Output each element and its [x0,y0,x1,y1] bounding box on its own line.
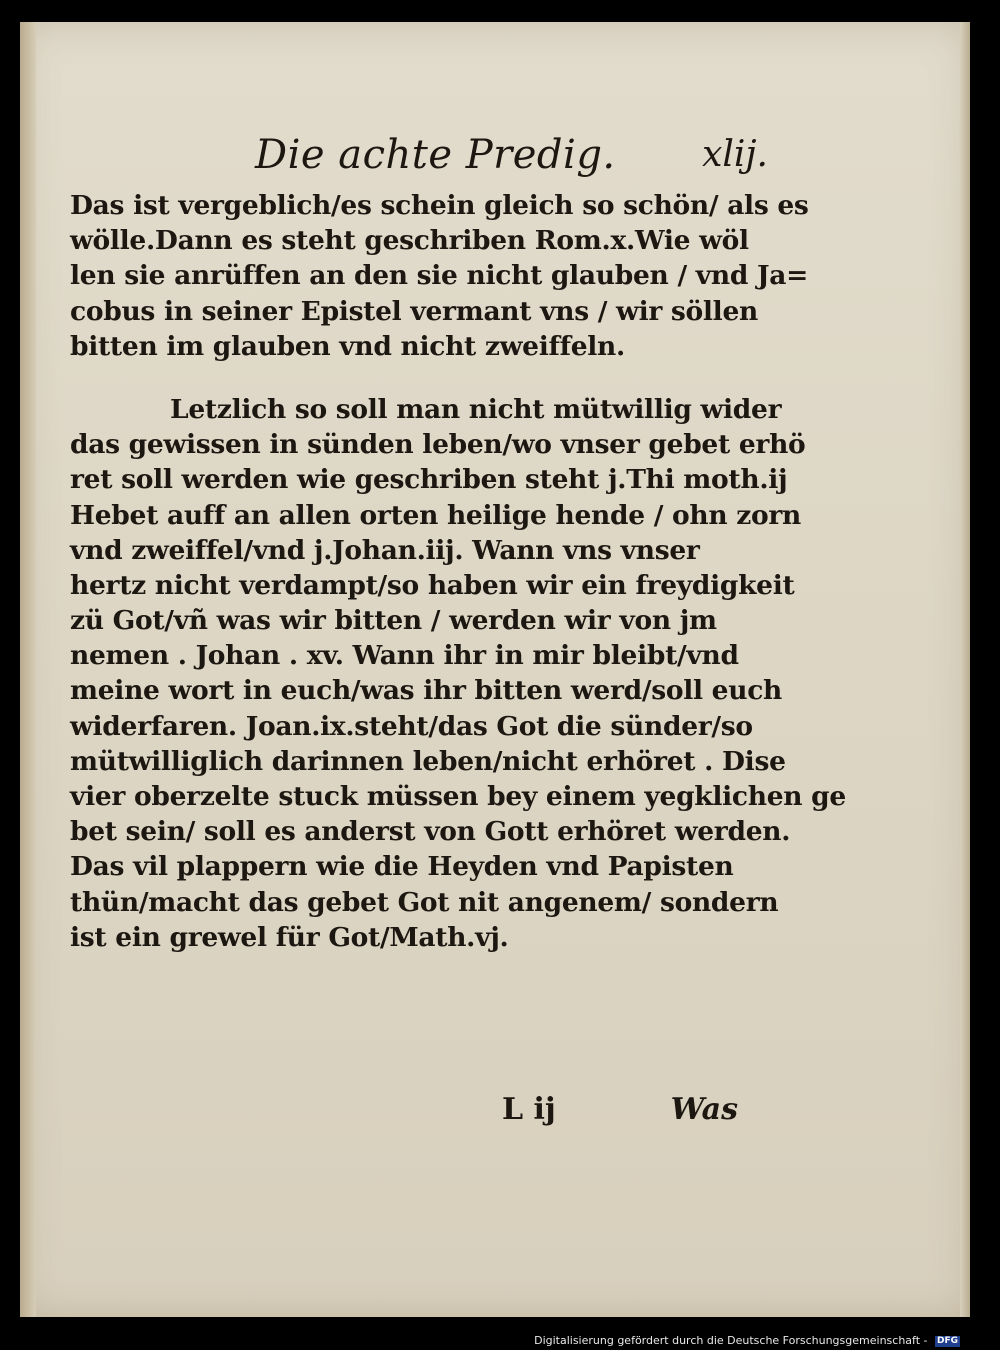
credit-text: Digitalisierung gefördert durch die Deutsche Forschungsgemeinschaft - [534,1334,928,1347]
text-line: thün/macht das gebet Got nit angenem/ sondern [70,886,779,918]
text-line: vnd zweiffel/vnd j.Johan.iij. Wann vns vnser [70,534,700,566]
text-line: Das vil plappern wie die Heyden vnd Papisten [70,851,734,883]
text-line: bet sein/ soll es anderst von Gott erhöret werden. [70,816,791,848]
running-head [70,118,768,188]
digitization-credit [534,1334,960,1347]
text-line: bitten im glauben vnd nicht zweiffeln. [70,330,625,362]
text-line: mütwilliglich darinnen leben/nicht erhöret . Dise [70,745,786,777]
signature-mark: L ij [502,1092,556,1127]
text-line: das gewissen in sünden leben/wo vnser gebet erhö [70,429,806,461]
text-line: widerfaren. Joan.ix.steht/das Got die sünder/so [70,710,753,742]
paragraph-2 [70,392,846,955]
text-line: zü Got/vñ was wir bitten / werden wir von jm [70,605,717,637]
catchword: Was [670,1092,738,1127]
text-line: hertz nicht verdampt/so haben wir ein freydigkeit [70,569,795,601]
text-line: Letzlich so soll man nicht mütwillig wider [170,393,782,425]
paragraph-gap [70,364,750,392]
text-line: vier oberzelte stuck müssen bey einem yegklichen ge [70,781,846,812]
text-line: Das ist vergeblich/es schein gleich so schön/ als es [70,190,809,221]
text-line: cobus in seiner Epistel vermant vns / wir söllen [70,295,758,327]
running-head-title: Die achte Predig. [255,132,616,178]
text-block [70,118,846,955]
folio-number: xlij. [702,134,768,175]
text-line: Hebet auff an allen orten heilige hende / ohn zorn [70,499,802,531]
paragraph-1 [70,188,809,364]
text-line: len sie anrüffen an den sie nicht glauben / vnd Ja= [70,260,808,292]
text-line: ist ein grewel für Got/Math.vj. [70,921,509,953]
text-line: meine wort in euch/was ihr bitten werd/soll euch [70,675,783,707]
text-line: wölle.Dann es steht geschriben Rom.x.Wie wöl [70,225,749,257]
text-line: nemen . Johan . xv. Wann ihr in mir bleibt/vnd [70,640,739,672]
dfg-logo: DFG [936,1336,958,1346]
page-gutter [20,22,36,1317]
text-line: ret soll werden wie geschriben steht j.Thi moth.ij [70,464,788,496]
catchline [70,1092,750,1142]
page-edge [960,22,970,1317]
